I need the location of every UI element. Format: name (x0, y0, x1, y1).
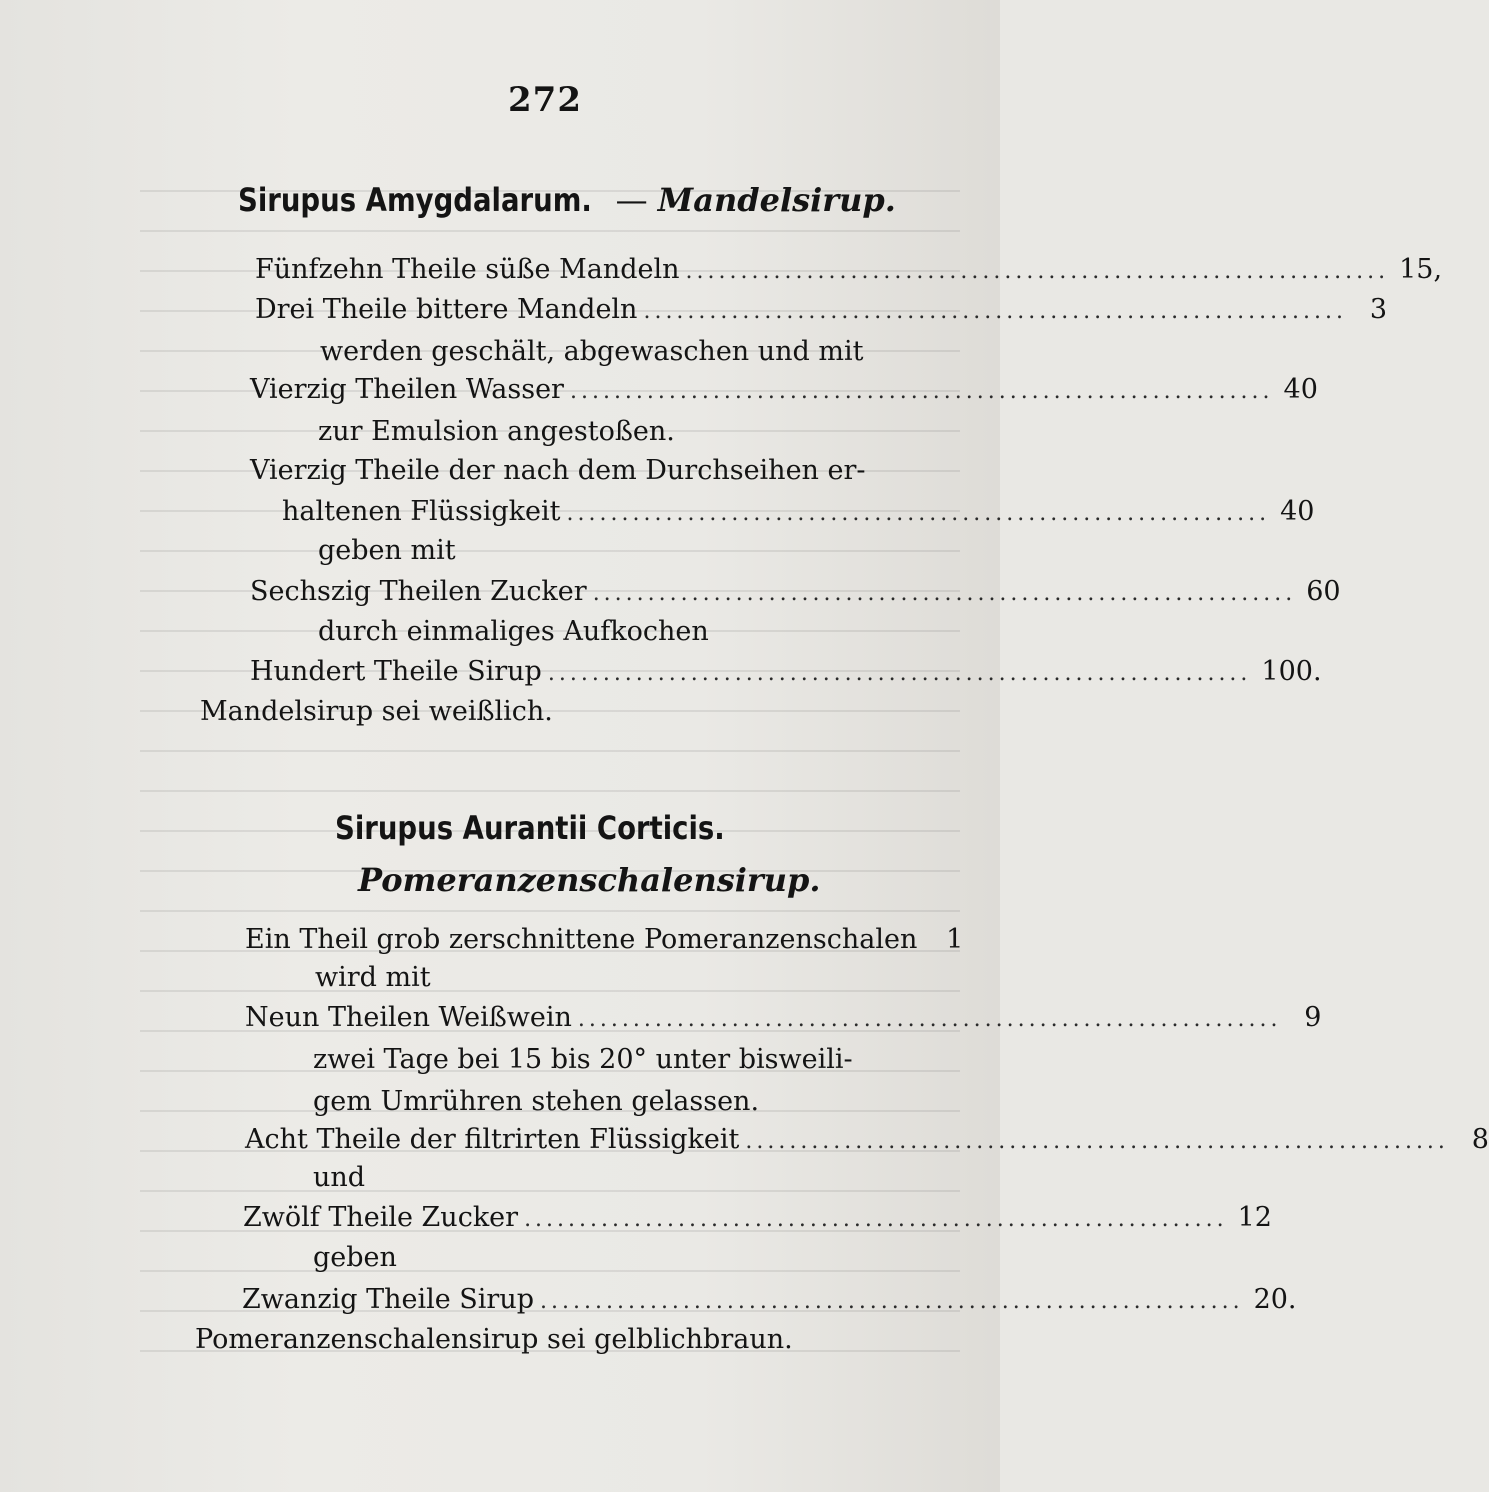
instruction-line: Vierzig Theile der nach dem Durchseihen er- (250, 455, 866, 486)
ingredient-quantity: 40 (1283, 374, 1318, 405)
leader-dots: ................................................................ (569, 379, 1274, 404)
ingredient-line (250, 372, 1318, 408)
ingredient-quantity: 1 (946, 924, 964, 955)
ingredient-line (255, 292, 1388, 328)
ingredient-label: Acht Theile der filtrirten Flüssigkeit (245, 1124, 740, 1155)
leader-dots: ................................................................ (592, 581, 1297, 606)
instruction-line: und (313, 1162, 366, 1193)
page-number: 272 (508, 80, 582, 120)
instruction-line: werden geschält, abgewaschen und mit (320, 336, 864, 367)
leader-dots: ................................................................ (540, 1289, 1244, 1314)
ingredient-label: Hundert Theile Sirup (250, 656, 542, 687)
ingredient-quantity: 8 (1471, 1124, 1489, 1155)
ingredient-line (242, 1282, 1297, 1318)
ingredient-line (255, 252, 1443, 288)
conclusion-line: Mandelsirup sei weißlich. (200, 696, 553, 727)
leader-dots: ................................................................ (547, 661, 1252, 686)
instruction-line: geben (313, 1242, 397, 1273)
ingredient-quantity: 12 (1237, 1202, 1272, 1233)
leader-dots: ................................................................ (524, 1207, 1228, 1232)
ingredient-line (245, 922, 964, 958)
ingredient-line (250, 654, 1322, 690)
instruction-line: geben mit (318, 535, 456, 566)
ingredient-label: Neun Theilen Weißwein (245, 1002, 572, 1033)
instruction-line: wird mit (315, 962, 431, 993)
leader-dots: ................................................................ (745, 1129, 1449, 1154)
ingredient-label: Zwölf Theile Zucker (243, 1202, 519, 1233)
ingredient-quantity: 40 (1280, 496, 1315, 527)
leader-dots: ................................................................ (685, 259, 1390, 284)
heading-separator: — (605, 181, 658, 219)
instruction-line: gem Umrühren stehen gelassen. (313, 1086, 760, 1117)
heading-latin: Sirupus Amygdalarum. (238, 181, 592, 219)
ingredient-label: haltenen Flüssigkeit (282, 496, 561, 527)
section-heading-amygdalarum (238, 180, 896, 220)
leader-dots: ................................................................ (577, 1007, 1282, 1032)
leader-dots: ................................................................ (566, 501, 1271, 526)
instruction-line: durch einmaliges Aufkochen (318, 616, 709, 647)
ingredient-quantity: 100. (1261, 656, 1322, 687)
ingredient-label: Vierzig Theilen Wasser (250, 374, 564, 405)
ingredient-line (245, 1122, 1489, 1158)
heading-german: Mandelsirup. (657, 181, 896, 219)
instruction-line: zwei Tage bei 15 bis 20° unter bisweili- (313, 1044, 853, 1075)
leader-dots: ................................................................ (643, 299, 1348, 324)
ingredient-quantity: 3 (1369, 294, 1388, 325)
ingredient-label: Ein Theil grob zerschnittene Pomeranzenschalen (245, 924, 918, 955)
ingredient-quantity: 15, (1399, 254, 1443, 285)
conclusion-line: Pomeranzenschalensirup sei gelblichbraun. (195, 1324, 793, 1355)
ingredient-quantity: 20. (1253, 1284, 1297, 1315)
ingredient-line (245, 1000, 1322, 1036)
heading-german: Pomeranzenschalensirup. (358, 861, 821, 899)
section-heading-aurantii (335, 808, 788, 848)
ingredient-label: Zwanzig Theile Sirup (242, 1284, 535, 1315)
ingredient-line (243, 1200, 1272, 1236)
ingredient-quantity: 9 (1304, 1002, 1322, 1033)
ingredient-label: Fünfzehn Theile süße Mandeln (255, 254, 680, 285)
ingredient-label: Drei Theile bittere Mandeln (255, 294, 638, 325)
heading-latin: Sirupus Aurantii Corticis. (335, 809, 725, 847)
ingredient-line (250, 574, 1341, 610)
ingredient-quantity: 60 (1306, 576, 1341, 607)
ingredient-line (282, 494, 1315, 530)
section-subheading-german (358, 860, 821, 900)
instruction-line: zur Emulsion angestoßen. (318, 416, 675, 447)
ingredient-label: Sechszig Theilen Zucker (250, 576, 587, 607)
